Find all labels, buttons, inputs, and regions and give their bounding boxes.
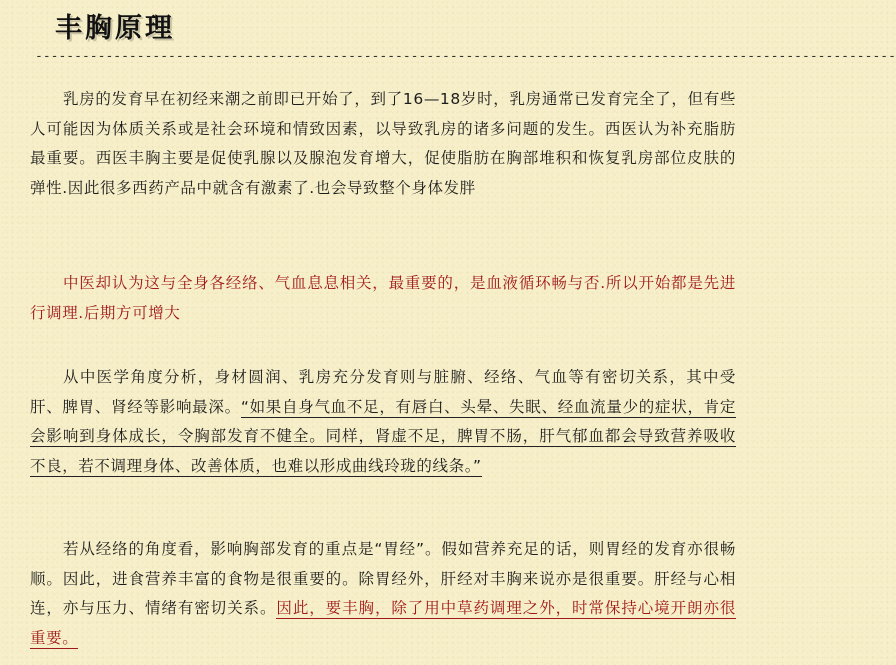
underlined-conclusion: 因此，要丰胸，除了用中草药调理之外，时常保持心境开朗亦很重要。 <box>30 599 736 647</box>
page-title: 丰胸原理 <box>55 13 175 44</box>
meridian-text: 若从经络的角度看，影响胸部发育的重点是“胃经”。假如营养充足的话，则胃经的发育亦很畅顺。因此，进食营养丰富的食物是很重要的。除胃经外，肝经对丰胸来说亦是很重要。肝经与心相连，亦与压力、情绪有密切关系。 <box>30 540 736 617</box>
paragraph-meridian <box>30 535 736 653</box>
paragraph-tcm-analysis <box>30 363 736 481</box>
underlined-quote: “如果自身气血不足，有唇白、头晕、失眠、经血流量少的症状，肯定会影响到身体成长，令胸部发育不健全。同样，肾虚不足，脾胃不肠，肝气郁血都会导致营养吸收不良，若不调理身体、改善体质，也难以形成曲线玲珑的线条。” <box>30 397 736 475</box>
analysis-text: 从中医学角度分析，身材圆润、乳房充分发育则与脏腑、经络、气血等有密切关系，其中受肝、脾胃、肾经等影响最深。 <box>30 368 736 416</box>
dashed-separator: -------------------------------------------------------------------------------------------------------------- <box>35 49 896 64</box>
paragraph-tcm-view: 中医却认为这与全身各经络、气血息息相关，最重要的，是血液循环畅与否.所以开始都是先进行调理.后期方可增大 <box>30 274 736 322</box>
paragraph-intro: 乳房的发育早在初经来潮之前即已开始了，到了16—18岁时，乳房通常已发育完全了，但有些人可能因为体质关系或是社会环境和情致因素，以导致乳房的诸多问题的发生。西医认为补充脂肪最重要。西医丰胸主要是促使乳腺以及腺泡发育增大，促使脂肪在胸部堆积和恢复乳房部位皮肤的弹性.因此很多西药产品中就含有激素了.也会导致整个身体发胖 <box>30 90 736 197</box>
